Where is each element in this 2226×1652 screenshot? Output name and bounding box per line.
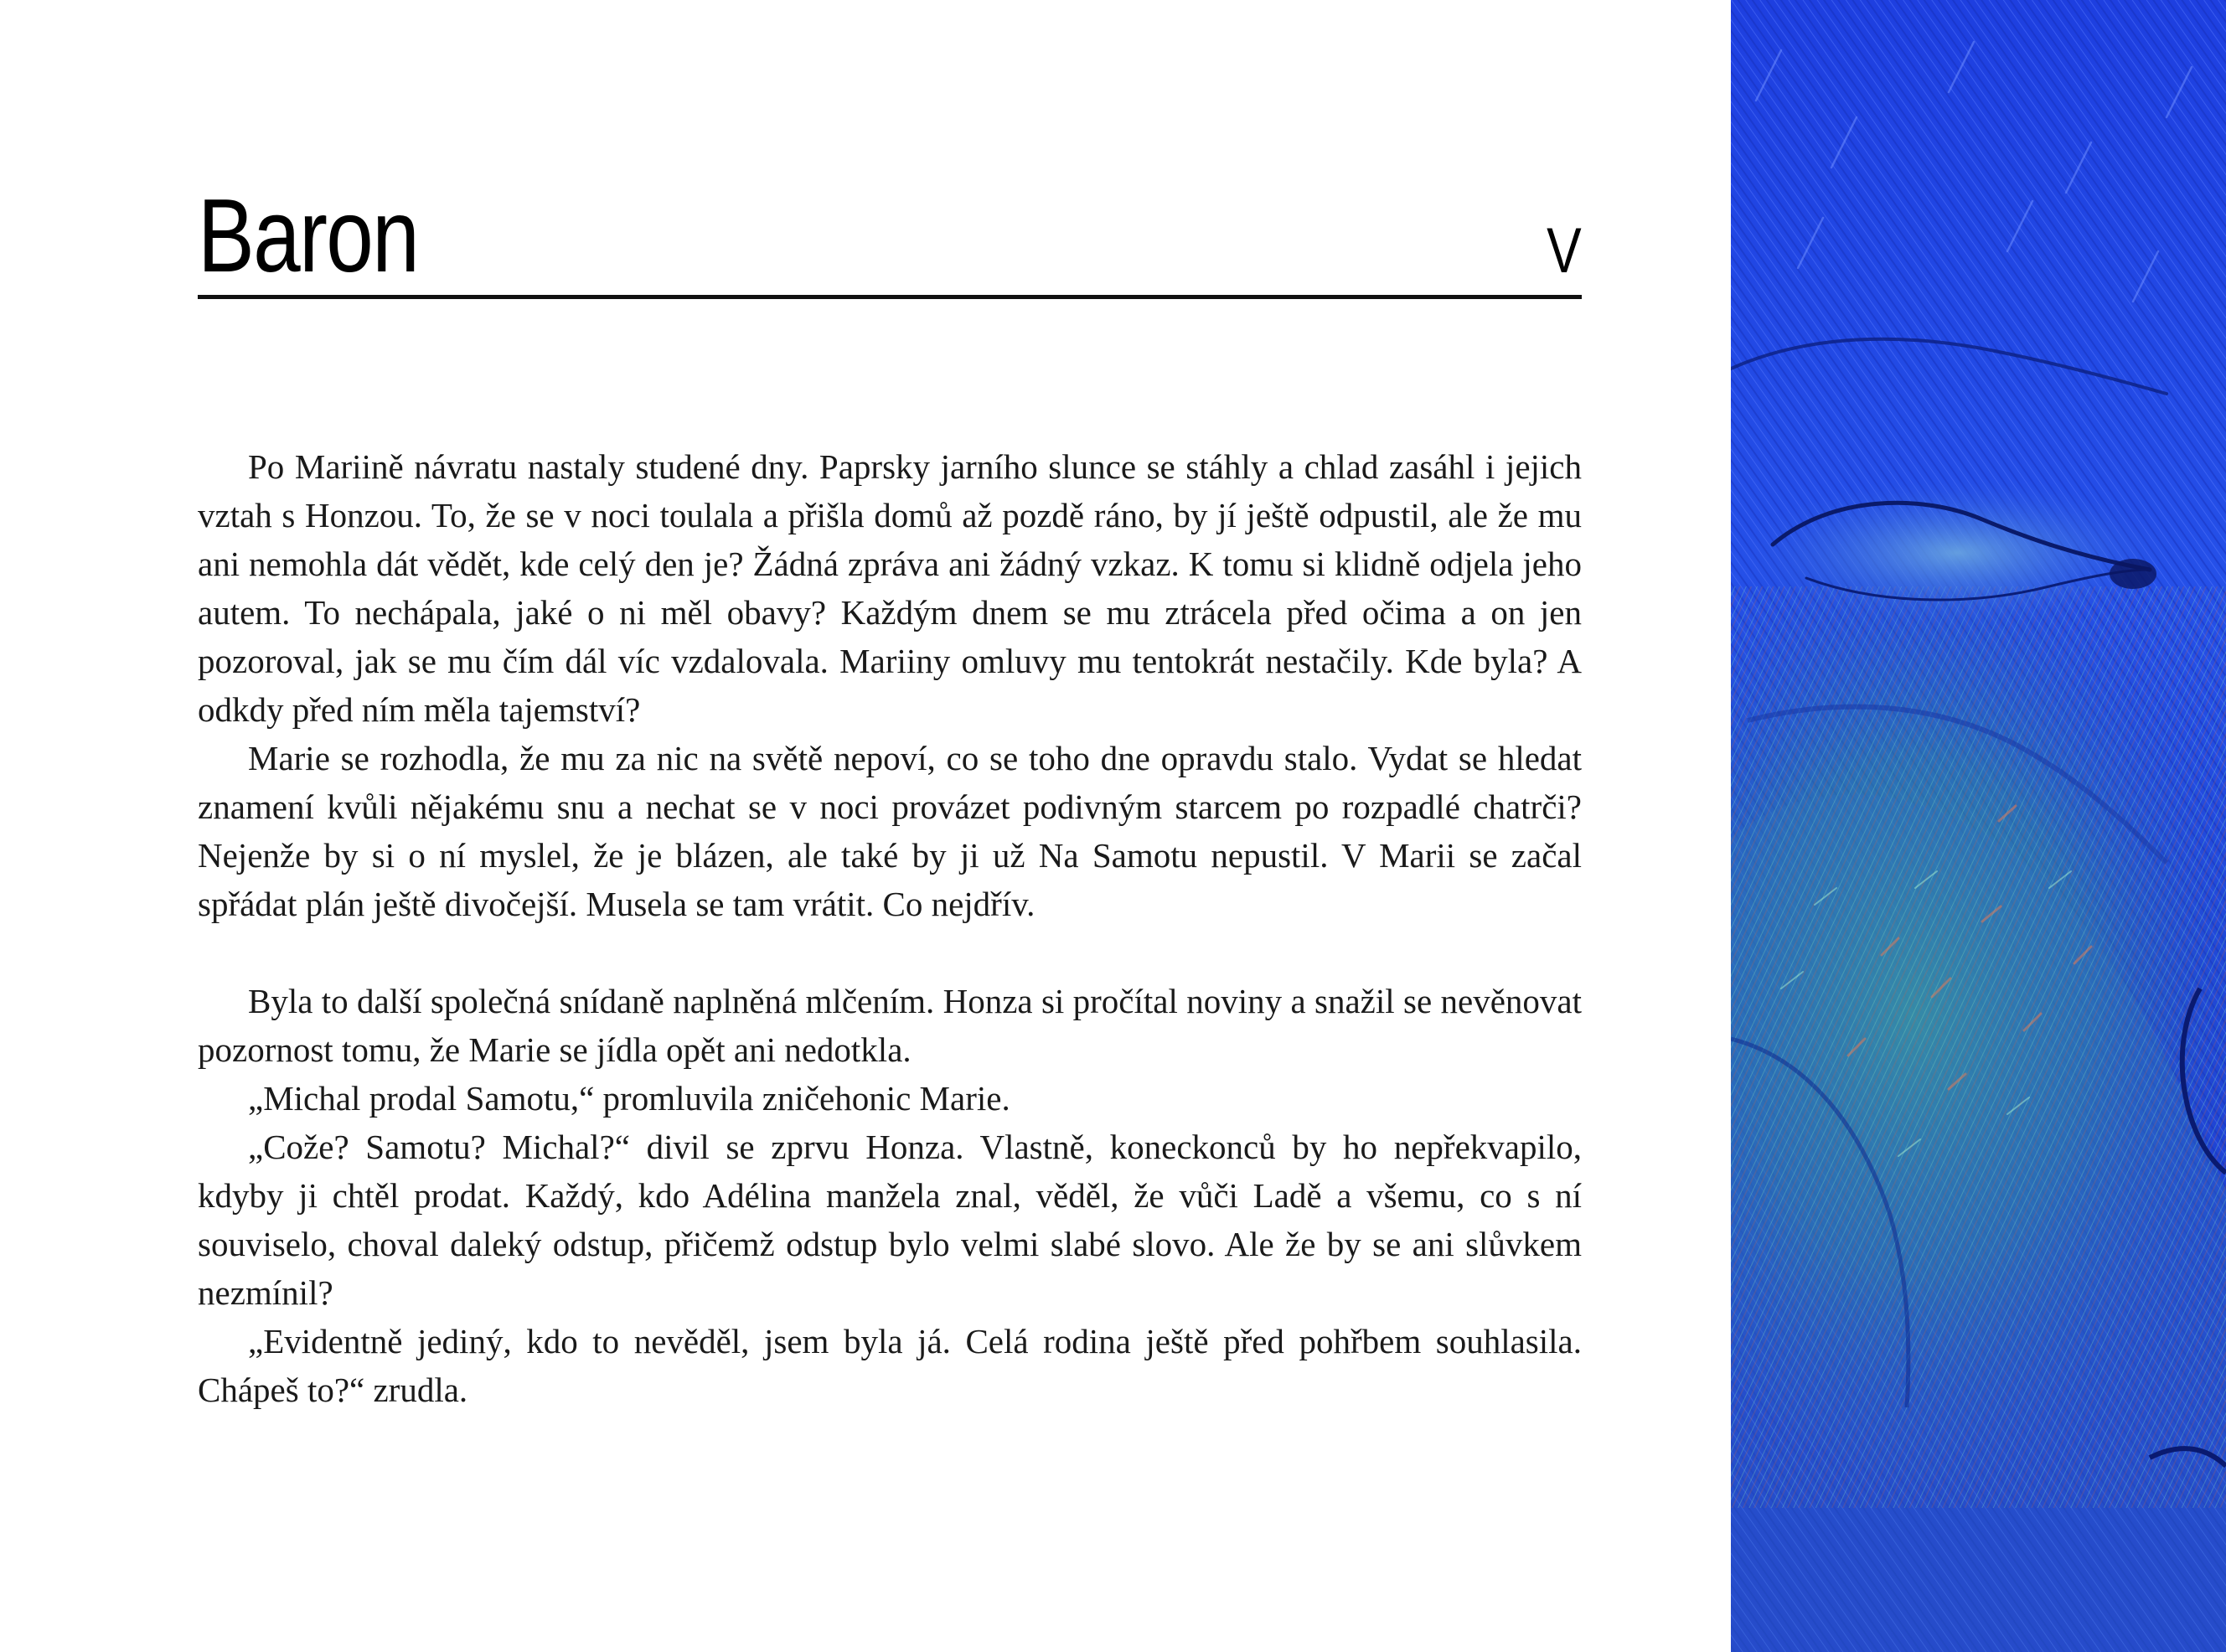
paragraph: „Cože? Samotu? Michal?“ divil se zprvu Honza. Vlastně, koneckonců by ho nepřekvapilo, kdyby ji chtěl prodat. Každý, kdo Adélina manžela znal, věděl, že vůči Ladě a všemu, co s ní souviselo, choval daleký odstup, přičemž odstup bylo velmi slabé slovo. Ale že by se ani slůvkem nezmínil? (198, 1128, 1582, 1312)
paragraph: Byla to další společná snídaně naplněná mlčením. Honza si pročítal noviny a snažil se nevěnovat pozornost tomu, že Marie se jídla opět ani nedotkla. (198, 982, 1582, 1069)
paragraph: „Michal prodal Samotu,“ promluvila zničehonic Marie. (248, 1079, 1010, 1118)
chapter-header (198, 168, 1582, 299)
chapter-number: V (1547, 215, 1582, 287)
chapter-title: Baron (198, 178, 419, 294)
illustration-panel (1731, 0, 2226, 1652)
section-break (198, 928, 1582, 977)
pastel-face-illustration (1731, 0, 2226, 1652)
paragraph: „Evidentně jediný, kdo to nevěděl, jsem byla já. Celá rodina ještě před pohřbem souhlasila. Chápeš to?“ zrudla. (198, 1322, 1582, 1409)
paragraph: Marie se rozhodla, že mu za nic na světě nepoví, co se toho dne opravdu stalo. Vydat se hledat znamení kvůli nějakému snu a nechat se v noci provázet podivným starcem po rozpadlé chatrči? Nejenže by si o ní myslel, že je blázen, ale také by ji už Na Samotu nepustil. V Marii se začal spřádat plán ještě divočejší. Musela se tam vrátit. Co nejdřív. (198, 739, 1582, 923)
chapter-body (198, 442, 1582, 1414)
paragraph: Po Mariině návratu nastaly studené dny. Paprsky jarního slunce se stáhly a chlad zasáhl i jejich vztah s Honzou. To, že se v noci toulala a přišla domů až pozdě ráno, by jí ještě odpustil, ale že mu ani nemohla dát vědět, kde celý den je? Žádná zpráva ani žádný vzkaz. K tomu si klidně odjela jeho autem. To nechápala, jaké o ni měl obavy? Každým dnem se mu ztrácela před očima a on jen pozoroval, jak se mu čím dál víc vzdalovala. Mariiny omluvy mu tentokrát nestačily. Kde byla? A odkdy před ním měla tajemství? (198, 447, 1582, 729)
